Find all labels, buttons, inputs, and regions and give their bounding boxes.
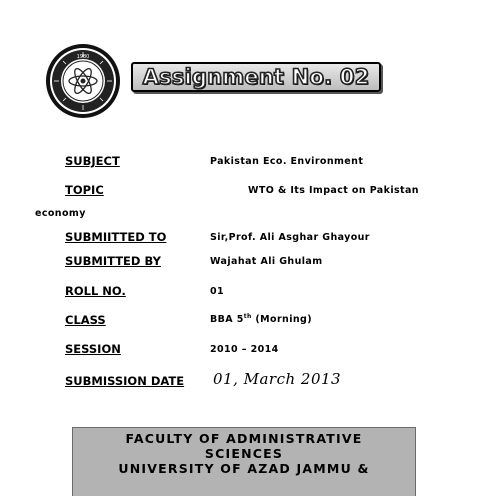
submission-date-label: SUBMISSION DATE [65, 374, 185, 388]
submission-date-value: 01, March 2013 [213, 370, 342, 388]
submitted-by-label: SUBMITTED BY [65, 254, 161, 268]
submitted-to-label: SUBMIITTED TO [65, 230, 167, 244]
seal-year: 1980 [76, 54, 90, 60]
submitted-to-value: Sir,Prof. Ali Asghar Ghayour [210, 232, 370, 243]
topic-label: TOPIC [65, 183, 104, 197]
class-value-rest: (Morning) [251, 314, 312, 326]
session-value: 2010 – 2014 [210, 344, 279, 355]
university-seal-logo [45, 43, 121, 119]
faculty-line-2: SCIENCES [204, 446, 284, 461]
subject-value: Pakistan Eco. Environment [210, 156, 364, 167]
roll-no-label: ROLL NO. [65, 284, 126, 298]
roll-no-value: 01 [210, 286, 225, 297]
subject-label: SUBJECT [65, 154, 120, 168]
faculty-line-3: UNIVERSITY OF AZAD JAMMU & [118, 461, 370, 476]
class-value-main: BBA 5 [210, 314, 244, 326]
topic-value-continuation: economy [35, 208, 86, 219]
assignment-title-banner [131, 62, 381, 92]
topic-value: WTO & Its Impact on Pakistan [248, 185, 419, 196]
class-label: CLASS [65, 313, 106, 327]
faculty-line-1: FACULTY OF ADMINISTRATIVE [125, 431, 363, 446]
submitted-by-value: Wajahat Ali Ghulam [210, 256, 323, 267]
session-label: SESSION [65, 342, 121, 356]
class-value-sup: th [243, 313, 252, 320]
faculty-box [72, 427, 416, 496]
assignment-title: Assignment No. 02 [142, 65, 370, 89]
class-value [210, 313, 312, 325]
